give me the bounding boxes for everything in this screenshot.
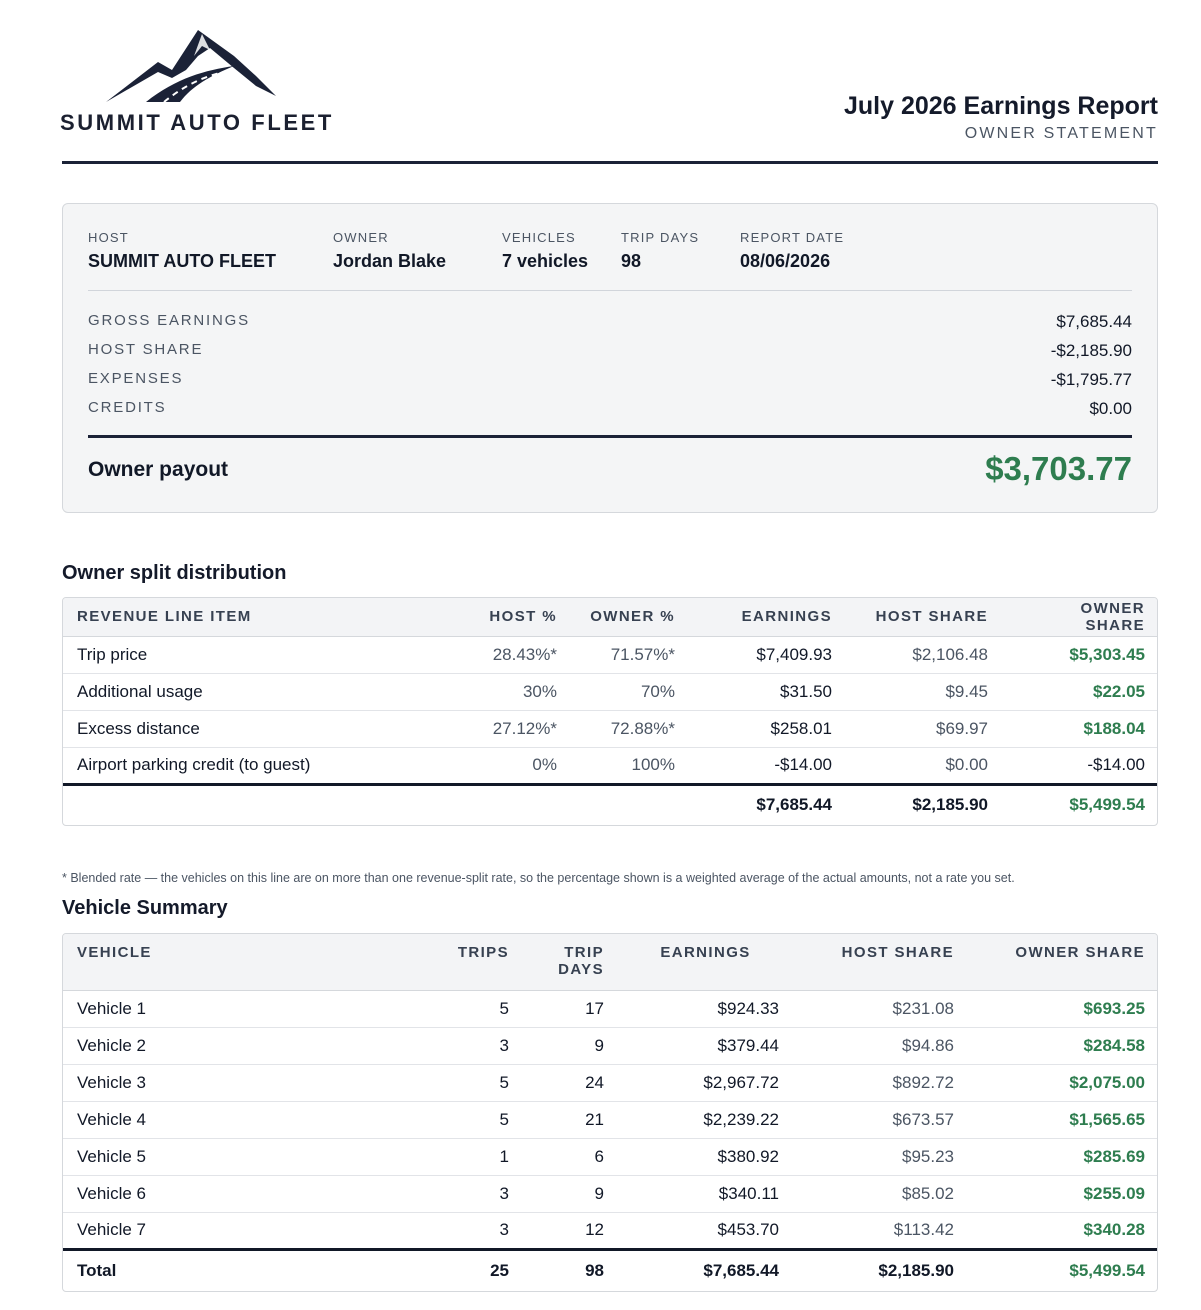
cell-earnings: $453.70 <box>618 1212 793 1249</box>
meta-report-date <box>740 230 844 272</box>
cell-vehicle: Vehicle 4 <box>63 1101 423 1138</box>
payout-divider <box>88 435 1132 438</box>
summary-card <box>62 203 1158 513</box>
ledger-value: -$1,795.77 <box>1050 370 1132 389</box>
cell-host-pct: 0% <box>463 747 571 784</box>
cell-trips: 5 <box>423 1101 523 1138</box>
cell-trip-days: 21 <box>523 1101 618 1138</box>
meta-value: SUMMIT AUTO FLEET <box>88 251 276 271</box>
vehicle-section-title: Vehicle Summary <box>62 897 228 919</box>
cell-total-label: Total <box>63 1249 423 1291</box>
meta-label: OWNER <box>333 230 389 245</box>
ledger-label: HOST SHARE <box>88 341 204 358</box>
column-header: TRIPS <box>423 934 523 990</box>
cell-trips: 1 <box>423 1138 523 1175</box>
ledger-expenses <box>88 370 1132 392</box>
column-header: EARNINGS <box>618 934 793 990</box>
cell-vehicle: Vehicle 3 <box>63 1064 423 1101</box>
cell-line-item: Airport parking credit (to guest) <box>63 747 463 784</box>
cell-owner-share: $5,303.45 <box>1002 636 1158 673</box>
ledger-label: GROSS EARNINGS <box>88 312 250 329</box>
split-table <box>62 597 1158 826</box>
cell-owner-pct: 100% <box>571 747 689 784</box>
table-row <box>63 990 1158 1027</box>
column-header: HOST SHARE <box>793 934 968 990</box>
column-header: REVENUE LINE ITEM <box>63 598 463 636</box>
cell-trips: 5 <box>423 1064 523 1101</box>
ledger-value: $7,685.44 <box>1056 312 1132 331</box>
cell-owner-pct: 72.88%* <box>571 710 689 747</box>
cell-trips: 3 <box>423 1212 523 1249</box>
cell-owner-share: -$14.00 <box>1002 747 1158 784</box>
report-subtitle: OWNER STATEMENT <box>964 125 1158 142</box>
meta-divider <box>88 290 1132 291</box>
column-header: OWNER % <box>571 598 689 636</box>
cell-trip-days: 9 <box>523 1175 618 1212</box>
cell-total-host-share: $2,185.90 <box>793 1249 968 1291</box>
cell-host-share: $94.86 <box>793 1027 968 1064</box>
cell-owner-share: $285.69 <box>968 1138 1158 1175</box>
cell-trip-days: 9 <box>523 1027 618 1064</box>
cell-owner-share: $693.25 <box>968 990 1158 1027</box>
cell-owner-share: $188.04 <box>1002 710 1158 747</box>
meta-value: Jordan Blake <box>333 251 447 271</box>
cell-total-host-pct <box>463 784 571 825</box>
owner-payout-label: Owner payout <box>88 458 229 481</box>
table-row <box>63 1101 1158 1138</box>
table-row <box>63 747 1158 784</box>
cell-line-item: Excess distance <box>63 710 463 747</box>
cell-host-share: $9.45 <box>846 673 1002 710</box>
split-section-title: Owner split distribution <box>62 562 287 584</box>
cell-trips: 3 <box>423 1027 523 1064</box>
cell-owner-share: $2,075.00 <box>968 1064 1158 1101</box>
cell-vehicle: Vehicle 2 <box>63 1027 423 1064</box>
owner-payout-value: $3,703.77 <box>985 450 1132 487</box>
column-header: HOST SHARE <box>846 598 1002 636</box>
meta-label: TRIP DAYS <box>621 230 700 245</box>
cell-total-earnings: $7,685.44 <box>689 784 846 825</box>
cell-trip-days: 12 <box>523 1212 618 1249</box>
cell-earnings: $2,239.22 <box>618 1101 793 1138</box>
ledger-gross-earnings <box>88 312 1132 334</box>
cell-owner-pct: 71.57%* <box>571 636 689 673</box>
cell-vehicle: Vehicle 6 <box>63 1175 423 1212</box>
table-row <box>63 636 1158 673</box>
table-row <box>63 1212 1158 1249</box>
column-header: OWNER SHARE <box>1002 598 1158 636</box>
ledger-credits <box>88 399 1132 421</box>
cell-total-trips: 25 <box>423 1249 523 1291</box>
ledger-value: $0.00 <box>1089 399 1132 418</box>
table-row <box>63 1175 1158 1212</box>
cell-owner-pct: 70% <box>571 673 689 710</box>
table-row <box>63 673 1158 710</box>
meta-host <box>88 230 276 272</box>
cell-host-share: $892.72 <box>793 1064 968 1101</box>
cell-host-pct: 30% <box>463 673 571 710</box>
table-row <box>63 1064 1158 1101</box>
meta-label: REPORT DATE <box>740 230 845 245</box>
brand-name: SUMMIT AUTO FLEET <box>60 110 334 135</box>
column-header: VEHICLE <box>63 934 423 990</box>
cell-line-item: Trip price <box>63 636 463 673</box>
cell-trip-days: 24 <box>523 1064 618 1101</box>
cell-trip-days: 6 <box>523 1138 618 1175</box>
cell-total-host-share: $2,185.90 <box>846 784 1002 825</box>
cell-earnings: $379.44 <box>618 1027 793 1064</box>
report-title: July 2026 Earnings Report <box>843 92 1158 120</box>
cell-host-pct: 28.43%* <box>463 636 571 673</box>
column-header: TRIP DAYS <box>523 934 618 990</box>
meta-value: 08/06/2026 <box>740 251 831 271</box>
ledger-label: EXPENSES <box>88 370 184 387</box>
cell-trips: 3 <box>423 1175 523 1212</box>
cell-owner-share: $255.09 <box>968 1175 1158 1212</box>
cell-total-owner-share: $5,499.54 <box>968 1249 1158 1291</box>
meta-value: 7 vehicles <box>502 251 589 271</box>
table-row <box>63 1138 1158 1175</box>
cell-trip-days: 17 <box>523 990 618 1027</box>
cell-vehicle: Vehicle 7 <box>63 1212 423 1249</box>
table-header-row <box>63 598 1158 636</box>
meta-label: HOST <box>88 230 129 245</box>
cell-host-share: $85.02 <box>793 1175 968 1212</box>
meta-vehicles <box>502 230 588 272</box>
cell-earnings: $2,967.72 <box>618 1064 793 1101</box>
cell-host-share: $95.23 <box>793 1138 968 1175</box>
column-header: EARNINGS <box>689 598 846 636</box>
cell-host-share: $2,106.48 <box>846 636 1002 673</box>
vehicle-table <box>62 933 1158 1292</box>
cell-earnings: $258.01 <box>689 710 846 747</box>
cell-trips: 5 <box>423 990 523 1027</box>
meta-trip-days <box>621 230 699 272</box>
table-row <box>63 1027 1158 1064</box>
cell-line-item: Additional usage <box>63 673 463 710</box>
table-header-row <box>63 934 1158 990</box>
meta-label: VEHICLES <box>502 230 576 245</box>
cell-host-pct: 27.12%* <box>463 710 571 747</box>
table-row <box>63 710 1158 747</box>
cell-earnings: $924.33 <box>618 990 793 1027</box>
column-header: HOST % <box>463 598 571 636</box>
table-total-row <box>63 784 1158 825</box>
cell-earnings: $380.92 <box>618 1138 793 1175</box>
brand-logo <box>60 26 334 136</box>
cell-earnings: $31.50 <box>689 673 846 710</box>
mountain-road-icon <box>106 26 276 104</box>
cell-total-owner-share: $5,499.54 <box>1002 784 1158 825</box>
ledger-label: CREDITS <box>88 399 167 416</box>
cell-host-share: $113.42 <box>793 1212 968 1249</box>
cell-host-share: $673.57 <box>793 1101 968 1138</box>
cell-total-owner-pct <box>571 784 689 825</box>
header-divider <box>62 161 1158 164</box>
table-total-row <box>63 1249 1158 1291</box>
cell-earnings: -$14.00 <box>689 747 846 784</box>
column-header: OWNER SHARE <box>968 934 1158 990</box>
ledger-value: -$2,185.90 <box>1050 341 1132 360</box>
meta-value: 98 <box>621 251 642 271</box>
cell-vehicle: Vehicle 5 <box>63 1138 423 1175</box>
cell-owner-share: $1,565.65 <box>968 1101 1158 1138</box>
cell-earnings: $7,409.93 <box>689 636 846 673</box>
cell-earnings: $340.11 <box>618 1175 793 1212</box>
cell-owner-share: $340.28 <box>968 1212 1158 1249</box>
cell-total-earnings: $7,685.44 <box>618 1249 793 1291</box>
ledger-host-share <box>88 341 1132 363</box>
meta-owner <box>333 230 446 272</box>
cell-vehicle: Vehicle 1 <box>63 990 423 1027</box>
cell-host-share: $231.08 <box>793 990 968 1027</box>
blended-rate-footnote: * Blended rate — the vehicles on this line are on more than one revenue-split rate, so the percentage shown is a weighted average of the actual amounts, not a rate you set. <box>62 871 1015 885</box>
cell-owner-share: $284.58 <box>968 1027 1158 1064</box>
cell-host-share: $0.00 <box>846 747 1002 784</box>
cell-host-share: $69.97 <box>846 710 1002 747</box>
cell-total-trip-days: 98 <box>523 1249 618 1291</box>
cell-total-label <box>63 784 463 825</box>
cell-owner-share: $22.05 <box>1002 673 1158 710</box>
